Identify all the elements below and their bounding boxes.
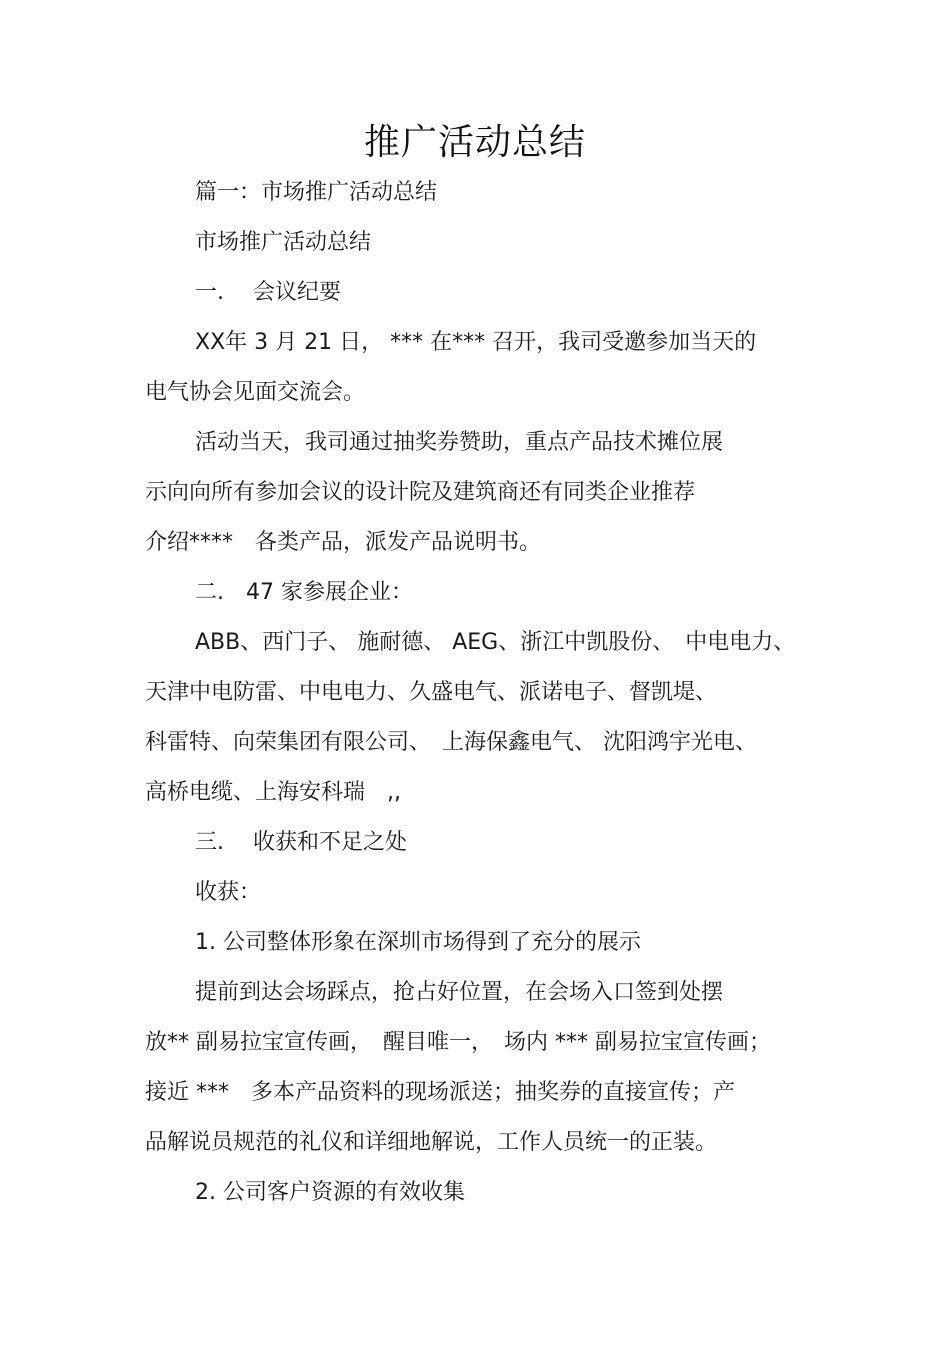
paragraph-line: ABB、西门子、 施耐德、 AEG、浙江中凯股份、 中电电力、 bbox=[195, 630, 796, 655]
paragraph-line: 品解说员规范的礼仪和详细地解说，工作人员统一的正装。 bbox=[145, 1130, 718, 1155]
heading-meeting-summary: 一. 会议纪要 bbox=[195, 280, 341, 305]
paragraph-line: 电气协会见面交流会。 bbox=[145, 380, 366, 405]
list-item-heading: 1. 公司整体形象在深圳市场得到了充分的展示 bbox=[195, 930, 641, 955]
paragraph-line: 介绍**** 各类产品，派发产品说明书。 bbox=[145, 530, 542, 555]
subtitle: 市场推广活动总结 bbox=[195, 230, 372, 255]
paragraph-line: 提前到达会场踩点，抢占好位置，在会场入口签到处摆 bbox=[195, 980, 724, 1005]
paragraph-line: 放** 副易拉宝宣传画， 醒目唯一， 场内 *** 副易拉宝宣传画； bbox=[145, 1030, 771, 1055]
paragraph-line: 示向向所有参加会议的设计院及建筑商还有同类企业推荐 bbox=[145, 480, 696, 505]
subheading-gains: 收获： bbox=[195, 880, 262, 905]
heading-exhibitors: 二. 47 家参展企业： bbox=[195, 580, 413, 605]
document-title: 推广活动总结 bbox=[363, 122, 586, 163]
paragraph-line: 接近 *** 多本产品资料的现场派送；抽奖券的直接宣传；产 bbox=[145, 1080, 735, 1105]
paragraph-line: 天津中电防雷、中电电力、久盛电气、派诺电子、督凯堤、 bbox=[145, 680, 718, 705]
section-heading-part-one: 篇一：市场推广活动总结 bbox=[195, 180, 438, 205]
paragraph-line: XX年 3 月 21 日， *** 在*** 召开，我司受邀参加当天的 bbox=[195, 330, 757, 355]
paragraph-line: 活动当天，我司通过抽奖券赞助，重点产品技术摊位展 bbox=[195, 430, 724, 455]
list-item-heading: 2. 公司客户资源的有效收集 bbox=[195, 1180, 465, 1205]
heading-gains-and-shortcomings: 三. 收获和不足之处 bbox=[195, 830, 407, 855]
paragraph-line: 高桥电缆、上海安科瑞 ,, bbox=[145, 780, 401, 805]
paragraph-line: 科雷特、向荣集团有限公司、 上海保鑫电气、 沈阳鸿宇光电、 bbox=[145, 730, 757, 755]
